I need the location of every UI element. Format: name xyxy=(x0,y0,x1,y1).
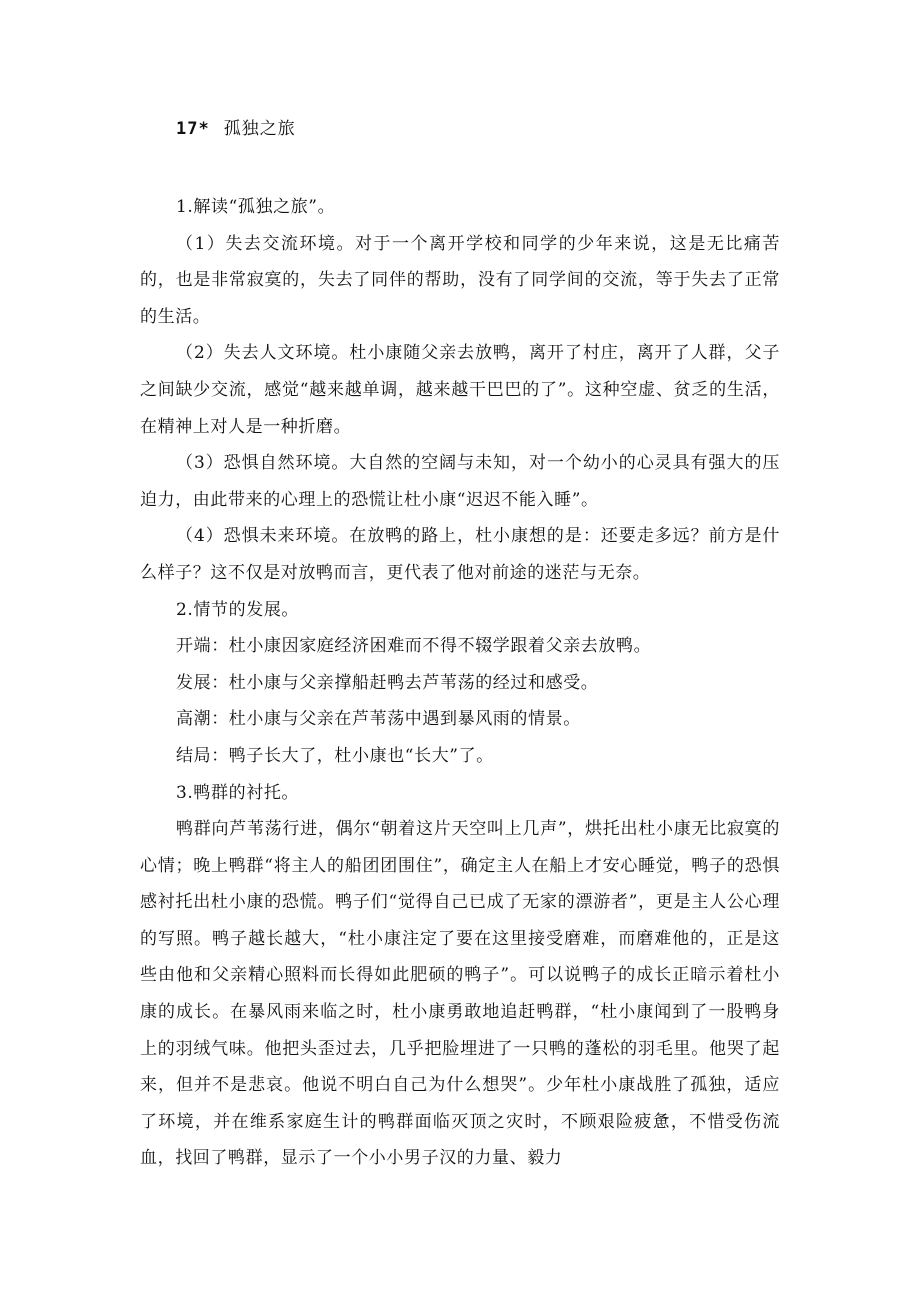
section-heading-interpretation: 1.解读“孤独之旅”。 xyxy=(176,197,336,217)
plot-development: 发展：杜小康与父亲撑船赶鸭去芦苇荡的经过和感受。 xyxy=(176,672,599,693)
paragraph-communication-loss: （1）失去交流环境。对于一个离开学校和同学的少年来说，这是无比痛苦的，也是非常寂寞的，失去了同伴的帮助，没有了同学间的交流，等于失去了正常的生活。 xyxy=(140,233,780,327)
lesson-title xyxy=(176,116,296,142)
plot-climax: 高潮：杜小康与父亲在芦苇荡中遇到暴风雨的情景。 xyxy=(176,709,581,730)
paragraph-future-fear: （4）恐惧未来环境。在放鸭的路上，杜小康想的是：还要走多远？前方是什么样子？这不仅是对放鸭而言，更代表了他对前途的迷茫与无奈。 xyxy=(140,526,780,583)
paragraph-nature-fear: （3）恐惧自然环境。大自然的空阔与未知，对一个幼小的心灵具有强大的压迫力，由此带来的心理上的恐慌让杜小康“迟迟不能入睡”。 xyxy=(140,453,780,510)
paragraph-humanistic-loss: （2）失去人文环境。杜小康随父亲去放鸭，离开了村庄，离开了人群，父子之间缺少交流，感觉“越来越单调，越来越干巴巴的了”。这种空虚、贫乏的生活，在精神上对人是一种折磨。 xyxy=(140,343,780,437)
section-heading-plot: 2.情节的发展。 xyxy=(176,599,300,620)
section-heading-ducks: 3.鸭群的衬托。 xyxy=(176,782,300,803)
plot-ending: 结局：鸭子长大了，杜小康也“长大”了。 xyxy=(176,745,494,766)
lesson-number: 17* xyxy=(176,119,210,139)
paragraph-duck-foil: 鸭群向芦苇荡行进，偶尔“朝着这片天空叫上几声”，烘托出杜小康无比寂寞的心情；晚上鸭群“将主人的船团团围住”，确定主人在船上才安心睡觉，鸭子的恐惧感衬托出杜小康的恐慌。鸭子们“觉得自己已成了无家的漂游者”，更是主人公心理的写照。鸭子越长越大，“杜小康注定了要在这里接受磨难，而磨难他的，正是这些由他和父亲精心照料而长得如此肥硕的鸭子”。可以说鸭子的成长正暗示着杜小康的成长。在暴风雨来临之时，杜小康勇敢地追赶鸭群，“杜小康闻到了一股鸭身上的羽绒气味。他把头歪过去，几乎把脸埋进了一只鸭的蓬松的羽毛里。他哭了起来，但并不是悲哀。他说不明白自己为什么想哭”。少年杜小康战胜了孤独，适应了环境，并在维系家庭生计的鸭群面临灭顶之灾时，不顾艰险疲惫，不惜受伤流血，找回了鸭群，显示了一个小小男子汉的力量、毅力 xyxy=(140,819,780,1169)
document-body xyxy=(140,189,780,1177)
plot-beginning: 开端：杜小康因家庭经济困难而不得不辍学跟着父亲去放鸭。 xyxy=(176,636,652,657)
lesson-title-text: 孤独之旅 xyxy=(223,119,296,139)
